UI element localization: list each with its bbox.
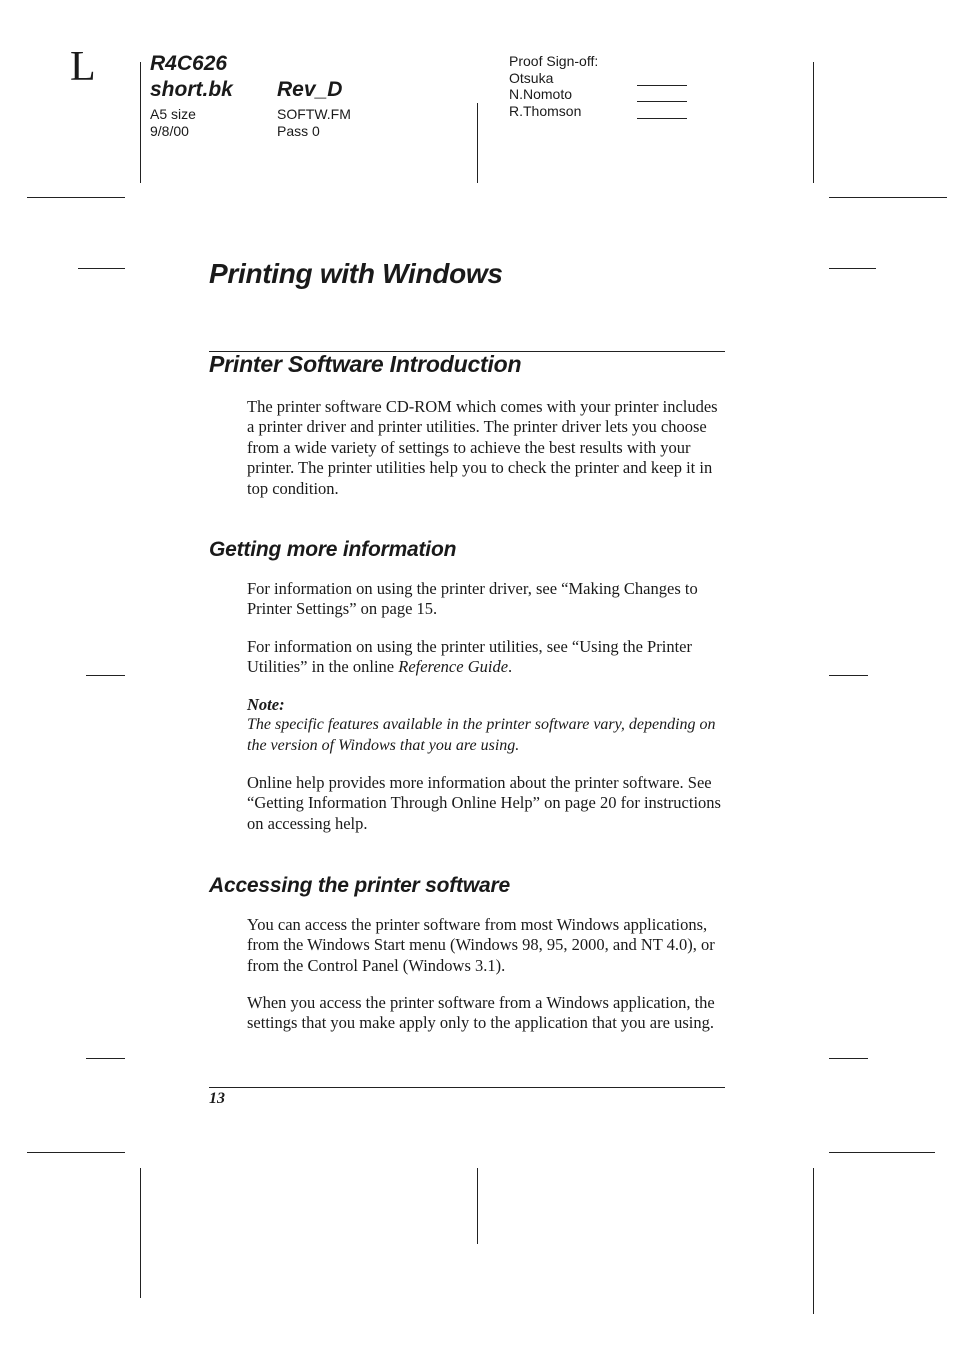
crop-mark-v-bottom-center [477, 1168, 478, 1244]
page-title: Printing with Windows [209, 258, 503, 289]
header-title-line1: R4C626 [150, 52, 228, 75]
crop-mark-top-left [27, 197, 125, 198]
crop-mark-v-bottom-left [140, 1168, 141, 1298]
note-block [247, 695, 725, 756]
crop-mark-bottom-left [27, 1152, 125, 1153]
signature-line-3 [637, 118, 687, 119]
header-date: 9/8/00 [150, 123, 189, 139]
header-title-line2: short.bk [150, 78, 233, 101]
signature-line-2 [637, 101, 687, 102]
section-heading-intro: Printer Software Introduction [209, 351, 522, 377]
proof-signoff [509, 53, 598, 119]
header-title [150, 51, 233, 103]
crop-mark-right-upper [829, 268, 876, 269]
proof-name-otsuka: Otsuka [509, 69, 554, 86]
signature-line-1 [637, 85, 687, 86]
crop-mark-top-right [829, 197, 947, 198]
crop-mark-left-upper [78, 268, 125, 269]
proof-name-nomoto: N.Nomoto [509, 86, 573, 102]
accessing-paragraph-2: When you access the printer software from a Windows application, the settings that you make apply only to the application that you are using. [247, 993, 715, 1033]
reference-guide-title: Reference Guide [398, 657, 509, 677]
page-number: 13 [209, 1090, 225, 1107]
crop-mark-v-top-center [477, 103, 478, 183]
header-size: A5 size [150, 106, 196, 122]
crop-mark-bottom-right [829, 1152, 935, 1153]
crop-mark-right-lower [829, 1058, 868, 1059]
footer-rule [209, 1087, 725, 1088]
crop-mark-left-mid [86, 675, 125, 676]
crop-mark-right-mid [829, 675, 868, 676]
header-revision: Rev_D [277, 78, 343, 101]
note-text: The specific features available in the printer software vary, depending on the version of Windows that you are using. [247, 716, 716, 754]
corner-letter: L [70, 44, 96, 90]
note-label: Note: [247, 695, 285, 714]
intro-paragraph: The printer software CD-ROM which comes with your printer includes a printer driver and printer utilities. The printer driver lets you choose from a wide variety of settings to achieve the best results with your printer. The printer utilities help you to check the printer and keep it in top condition. [247, 397, 718, 498]
header-file: SOFTW.FM [277, 106, 351, 122]
accessing-paragraph-1: You can access the printer software from most Windows applications, from the Windows Start menu (Windows 98, 95, 2000, and NT 4.0), or from the Control Panel (Windows 3.1). [247, 915, 715, 975]
header-pass: Pass 0 [277, 123, 320, 139]
getting-info-paragraph-1: For information on using the printer driver, see “Making Changes to Printer Settings” on page 15. [247, 579, 698, 619]
section-heading-getting-info: Getting more information [209, 538, 457, 561]
getting-info-paragraph-3: Online help provides more information about the printer software. See “Getting Information Through Online Help” on page 20 for instructions on accessing help. [247, 773, 721, 833]
proof-label: Proof Sign-off: [509, 53, 599, 69]
section-heading-accessing: Accessing the printer software [209, 874, 510, 897]
getting-info-paragraph-2 [247, 637, 725, 678]
crop-mark-v-bottom-right [813, 1168, 814, 1314]
proof-name-thomson: R.Thomson [509, 102, 582, 119]
crop-mark-v-top-left [140, 62, 141, 183]
getting-info-p2-end: . [508, 657, 513, 677]
crop-mark-v-top-right [813, 62, 814, 183]
getting-info-p2-text: For information on using the printer utilities, see “Using the Printer Utilities” in the online [247, 637, 692, 677]
crop-mark-left-lower [86, 1058, 125, 1059]
